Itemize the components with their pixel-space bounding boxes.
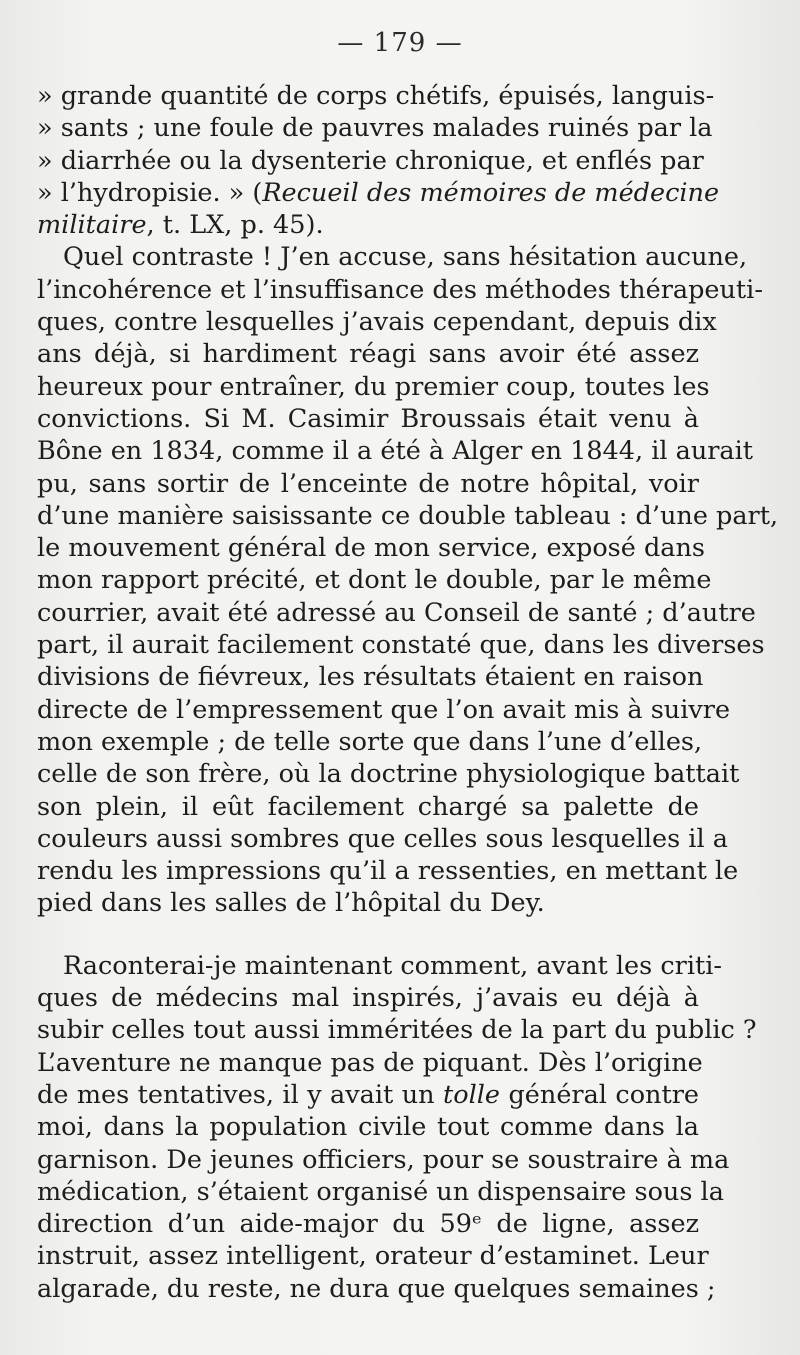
text-line: son plein, il eût facilement chargé sa palette de — [37, 791, 699, 822]
line-segment: , t. LX, p. 45). — [146, 210, 324, 241]
text-line: L’aventure ne manque pas de piquant. Dès l’origine — [37, 1047, 703, 1078]
text-line: rendu les impressions qu’il a ressenties, en mettant le — [37, 856, 739, 887]
text-line: direction d’un aide-major du 59ᵉ de ligne, assez — [37, 1209, 699, 1240]
text-line: l’incohérence et l’insuffisance des méthodes thérapeuti- — [37, 274, 763, 305]
italic-segment: tolle — [443, 1079, 501, 1110]
text-line: ans déjà, si hardiment réagi sans avoir été assez — [37, 339, 699, 370]
line-segment: » l’hydropisie. » ( — [37, 177, 263, 208]
text-line: subir celles tout aussi imméritées de la part du public ? — [37, 1015, 757, 1046]
text-line: Bône en 1834, comme il a été à Alger en 1844, il aurait — [37, 436, 754, 467]
text-line: convictions. Si M. Casimir Broussais était venu à — [37, 403, 699, 434]
text-line: ques, contre lesquelles j’avais cependant, depuis dix — [37, 307, 717, 338]
text-line: Quel contraste ! J’en accuse, sans hésitation aucune, — [63, 242, 748, 273]
text-line: directe de l’empressement que l’on avait mis à suivre — [37, 694, 731, 725]
text-line — [37, 177, 720, 209]
text-line: celle de son frère, où la doctrine physiologique battait — [37, 759, 740, 790]
text-line: part, il aurait facilement constaté que, dans les diverses — [37, 630, 765, 661]
paragraph-p3 — [37, 950, 757, 1305]
italic-segment: militaire — [37, 210, 147, 241]
paragraph-p2 — [37, 241, 779, 919]
text-line: » sants ; une foule de pauvres malades ruinés par la — [37, 113, 713, 144]
text-line: ques de médecins mal inspirés, j’avais eu déjà à — [37, 983, 699, 1014]
text-line: mon rapport précité, et dont le double, par le même — [37, 565, 712, 596]
paragraph-p1 — [37, 80, 720, 241]
text-line: instruit, assez intelligent, orateur d’estaminet. Leur — [37, 1241, 709, 1272]
line-segment: de mes tentatives, il y avait un — [37, 1079, 444, 1110]
text-line: courrier, avait été adressé au Conseil de santé ; d’autre — [37, 597, 756, 628]
line-segment: général contre — [500, 1079, 699, 1110]
body-text — [37, 80, 779, 1305]
text-line: mon exemple ; de telle sorte que dans l’une d’elles, — [37, 726, 703, 757]
text-line: heureux pour entraîner, du premier coup, toutes les — [37, 371, 710, 402]
page-number: — 179 — — [337, 28, 463, 58]
text-line: » diarrhée ou la dysenterie chronique, et enflés par — [37, 145, 704, 176]
paragraph-container — [37, 80, 779, 1305]
text-line: médication, s’étaient organisé un dispensaire sous la — [37, 1176, 724, 1207]
text-line: divisions de fiévreux, les résultats étaient en raison — [37, 662, 704, 693]
text-line: pied dans les salles de l’hôpital du Dey. — [37, 888, 545, 919]
text-line: pu, sans sortir de l’enceinte de notre hôpital, voir — [37, 468, 699, 499]
text-line: algarade, du reste, ne dura que quelques semaines ; — [37, 1273, 716, 1304]
text-line: Raconterai-je maintenant comment, avant les criti- — [63, 950, 722, 981]
text-line: » grande quantité de corps chétifs, épuisés, languis- — [37, 81, 715, 111]
text-line: garnison. De jeunes officiers, pour se soustraire à ma — [37, 1144, 730, 1175]
text-line — [37, 1079, 699, 1111]
text-line — [37, 209, 699, 241]
italic-segment: Recueil des mémoires de médecine — [262, 177, 720, 208]
paragraph-gap — [37, 920, 699, 950]
text-line: couleurs aussi sombres que celles sous lesquelles il a — [37, 823, 728, 854]
text-line: moi, dans la population civile tout comme dans la — [37, 1112, 699, 1143]
text-line: d’une manière saisissante ce double tableau : d’une part, — [37, 500, 779, 531]
text-line: le mouvement général de mon service, exposé dans — [37, 533, 705, 564]
